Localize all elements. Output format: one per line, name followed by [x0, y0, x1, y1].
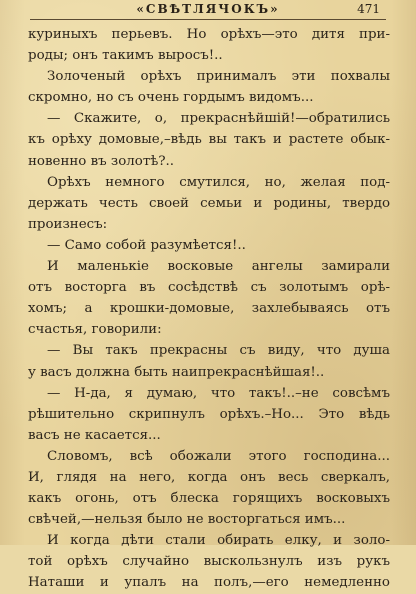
page-header	[0, 0, 416, 22]
text-line: скромно, но съ очень гордымъ видомъ...	[28, 90, 314, 106]
text-line: И, глядя на него, когда онъ весь сверкалъ,	[28, 469, 390, 485]
text-line: хомъ; а крошки-домовые, захлебываясь отъ	[28, 301, 390, 317]
body-text	[28, 24, 390, 594]
text-line: — Н-да, я думаю, что такъ!..–не совсѣмъ	[47, 385, 390, 401]
running-title: «СВѢТЛЯЧОКЪ»	[136, 2, 280, 16]
text-line: рѣшительно скрипнулъ орѣхъ.–Но... Это вѣдь	[28, 406, 390, 422]
text-line: новенно въ золотѣ?..	[28, 153, 175, 169]
text-line: отъ восторга въ сосѣдствѣ съ золотымъ орѣ-	[28, 280, 390, 296]
text-line: васъ не касается...	[28, 427, 161, 443]
text-line: какъ огонь, отъ блеска горящихъ восковыхъ	[28, 491, 390, 507]
text-line: держать честь своей семьи и родины, твердо	[28, 195, 390, 211]
page-number: 471	[357, 2, 380, 16]
text-line: — Скажите, о, прекраснѣйшiй!—обратились	[47, 111, 390, 127]
text-line: той орѣхъ случайно выскользнулъ изъ рукъ	[28, 554, 390, 570]
text-line: счастья, говорили:	[28, 322, 162, 338]
text-line: куриныхъ перьевъ. Но орѣхъ—это дитя при-	[28, 27, 390, 42]
text-line: И маленькiе восковые ангелы замирали	[47, 259, 390, 275]
text-line: произнесъ:	[28, 216, 108, 232]
text-line: у васъ должна быть наипрекраснѣйшая!..	[28, 364, 325, 380]
text-line: роды; онъ такимъ выросъ!..	[28, 48, 223, 64]
text-line: къ орѣху домовые,–вѣдь вы такъ и растете обык-	[28, 132, 390, 148]
text-line: Словомъ, всѣ обожали этого господина...	[47, 448, 390, 464]
text-line: свѣчей,—нельзя было не восторгаться имъ...	[28, 512, 346, 528]
text-line: Орѣхъ немного смутился, но, желая под-	[47, 174, 390, 190]
text-line: — Само собой разумѣется!..	[47, 237, 246, 253]
header-rule	[30, 19, 386, 20]
text-line: — Вы такъ прекрасны съ виду, что душа	[47, 343, 390, 359]
text-line: Золоченый орѣхъ принималъ эти похвалы	[47, 69, 390, 85]
text-line: Наташи и упалъ на полъ,—его немедленно	[28, 575, 390, 591]
text-line: И когда дѣти стали обирать елку, и золо-	[47, 533, 390, 549]
